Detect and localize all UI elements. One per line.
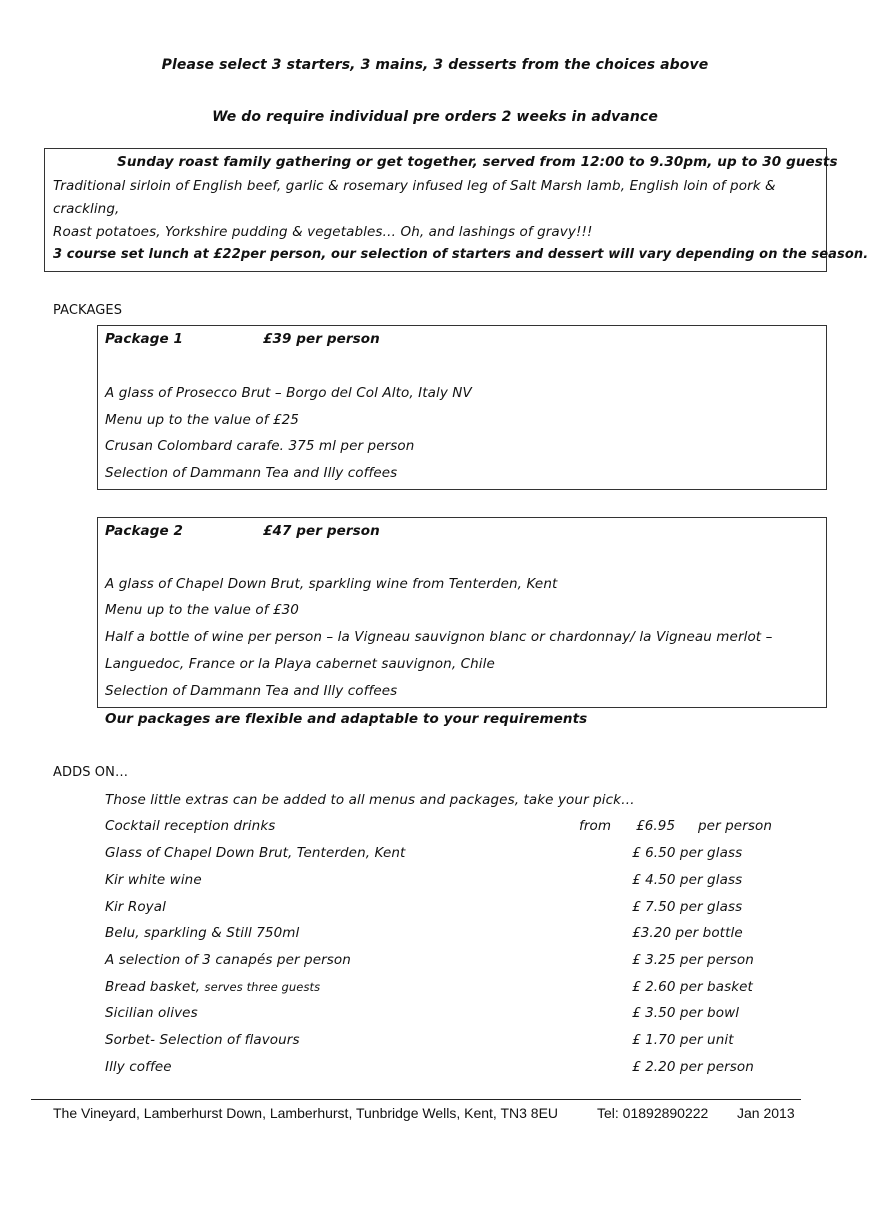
- addon-price: £ 4.50 per glass: [632, 872, 743, 888]
- package-1-item: [105, 438, 414, 454]
- package-1-item: Menu up to the value of £25: [105, 412, 300, 428]
- addon-bread: [105, 979, 320, 995]
- addon-cocktail-name: Cocktail reception drinks: [105, 818, 276, 834]
- addon-name: Illy coffee: [105, 1059, 172, 1075]
- addon-name: Sorbet- Selection of flavours: [105, 1032, 300, 1048]
- package-1-carafe-volume: 375 ml per person: [288, 438, 415, 454]
- sunday-line-2: crackling,: [53, 201, 120, 217]
- sunday-line-3: Roast potatoes, Yorkshire pudding & vegetables… Oh, and lashings of gravy!!!: [53, 224, 593, 240]
- addon-name: Kir Royal: [105, 899, 166, 915]
- addon-cocktail-price: £6.95: [636, 818, 676, 834]
- addon-cocktail-unit: per person: [698, 818, 772, 834]
- package-1-carafe: Crusan Colombard carafe.: [105, 438, 285, 454]
- footer-tel: Tel: 01892890222: [597, 1105, 709, 1121]
- intro-line-2: We do require individual pre orders 2 weeks in advance: [212, 109, 658, 125]
- footer-divider: [31, 1099, 801, 1100]
- addon-name: A selection of 3 canapés per person: [105, 952, 351, 968]
- addons-intro: Those little extras can be added to all menus and packages, take your pick…: [105, 792, 635, 808]
- package-2-name: Package 2: [105, 523, 184, 539]
- footer-date: Jan 2013: [737, 1105, 795, 1121]
- package-1-name: Package 1: [105, 331, 184, 347]
- package-1-price: £39 per person: [263, 331, 380, 347]
- addon-name: Bread basket,: [105, 979, 201, 995]
- package-2-item: Menu up to the value of £30: [105, 602, 300, 618]
- sunday-line-1: Traditional sirloin of English beef, garlic & rosemary infused leg of Salt Marsh lamb, English loin of pork &: [53, 178, 776, 194]
- addon-price: £ 3.25 per person: [632, 952, 754, 968]
- addon-name: Glass of Chapel Down Brut, Tenterden, Kent: [105, 845, 406, 861]
- package-2-item: A glass of Chapel Down Brut, sparkling wine from Tenterden, Kent: [105, 576, 558, 592]
- addon-price: £ 1.70 per unit: [632, 1032, 734, 1048]
- addon-name: Kir white wine: [105, 872, 202, 888]
- addon-price: £ 3.50 per bowl: [632, 1005, 740, 1021]
- addon-name: Sicilian olives: [105, 1005, 198, 1021]
- package-2-item: Selection of Dammann Tea and Illy coffees: [105, 683, 398, 699]
- footer-address: The Vineyard, Lamberhurst Down, Lamberhurst, Tunbridge Wells, Kent, TN3 8EU: [53, 1105, 559, 1121]
- addon-price: £3.20 per bottle: [632, 925, 743, 941]
- sunday-line-4: 3 course set lunch at £22per person, our selection of starters and dessert will vary depending on the season.: [53, 247, 869, 262]
- package-1-item: A glass of Prosecco Brut – Borgo del Col Alto, Italy NV: [105, 385, 472, 401]
- addon-price: £ 7.50 per glass: [632, 899, 743, 915]
- addon-price: £ 2.60 per basket: [632, 979, 753, 995]
- intro-line-1: Please select 3 starters, 3 mains, 3 desserts from the choices above: [161, 57, 709, 73]
- package-2-price: £47 per person: [263, 523, 380, 539]
- addon-note: serves three guests: [204, 980, 321, 994]
- addon-cocktail-from: from: [579, 818, 612, 834]
- addon-price: £ 2.20 per person: [632, 1059, 754, 1075]
- package-2-wine-label: Half a bottle of wine per person –: [105, 629, 334, 645]
- addons-heading: ADDS ON…: [53, 765, 129, 780]
- sunday-title: Sunday roast family gathering or get together, served from 12:00 to 9.30pm, up to 30 guests: [117, 154, 838, 170]
- addon-price: £ 6.50 per glass: [632, 845, 743, 861]
- packages-note: Our packages are flexible and adaptable to your requirements: [105, 711, 588, 727]
- package-2-item: [105, 629, 772, 645]
- addon-name: Belu, sparkling & Still 750ml: [105, 925, 300, 941]
- package-1-item: Selection of Dammann Tea and Illy coffees: [105, 465, 398, 481]
- packages-heading: PACKAGES: [53, 303, 123, 318]
- package-2-item: Languedoc, France or la Playa cabernet sauvignon, Chile: [105, 656, 495, 672]
- package-2-wine-choices: la Vigneau sauvignon blanc or chardonnay/ la Vigneau merlot –: [337, 629, 773, 645]
